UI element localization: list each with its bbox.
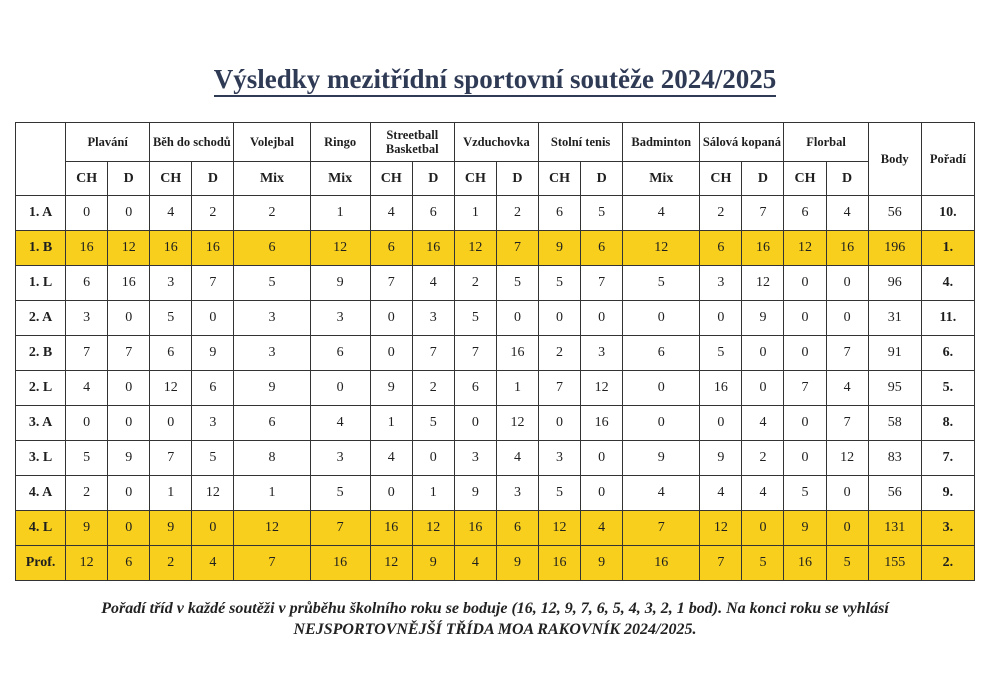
header-sport: Florbal	[784, 123, 868, 162]
score-cell: 3	[310, 441, 370, 476]
table-row	[16, 511, 975, 546]
table-row	[16, 266, 975, 301]
score-cell: 1	[370, 406, 412, 441]
header-category: D	[192, 162, 234, 196]
header-category: D	[826, 162, 868, 196]
score-cell: 2	[66, 476, 108, 511]
score-cell: 12	[412, 511, 454, 546]
score-cell: 6	[108, 546, 150, 581]
class-cell: 3. A	[16, 406, 66, 441]
score-cell: 12	[454, 231, 496, 266]
score-cell: 0	[700, 406, 742, 441]
score-cell: 9	[539, 231, 581, 266]
header-sport: Volejbal	[234, 123, 310, 162]
score-cell: 7	[192, 266, 234, 301]
score-cell: 3	[192, 406, 234, 441]
score-cell: 2	[454, 266, 496, 301]
score-cell: 0	[192, 511, 234, 546]
score-cell: 16	[192, 231, 234, 266]
score-cell: 4	[66, 371, 108, 406]
score-cell: 9	[310, 266, 370, 301]
score-cell: 7	[412, 336, 454, 371]
score-cell: 5	[784, 476, 826, 511]
score-cell: 7	[66, 336, 108, 371]
score-cell: 0	[784, 266, 826, 301]
score-cell: 5	[826, 546, 868, 581]
score-cell: 7	[826, 336, 868, 371]
score-cell: 3	[310, 301, 370, 336]
score-cell: 5	[623, 266, 700, 301]
score-cell: 16	[108, 266, 150, 301]
results-table	[15, 122, 975, 581]
table-row	[16, 231, 975, 266]
score-cell: 4	[623, 196, 700, 231]
score-cell: 0	[742, 371, 784, 406]
table-row	[16, 406, 975, 441]
score-cell: 9	[581, 546, 623, 581]
rank-cell: 9.	[921, 476, 974, 511]
score-cell: 3	[454, 441, 496, 476]
score-cell: 9	[623, 441, 700, 476]
score-cell: 0	[581, 476, 623, 511]
table-row	[16, 476, 975, 511]
score-cell: 1	[412, 476, 454, 511]
score-cell: 12	[234, 511, 310, 546]
score-cell: 7	[234, 546, 310, 581]
rank-cell: 1.	[921, 231, 974, 266]
score-cell: 3	[496, 476, 538, 511]
score-cell: 4	[370, 441, 412, 476]
score-cell: 4	[310, 406, 370, 441]
score-cell: 0	[826, 511, 868, 546]
score-cell: 0	[623, 406, 700, 441]
score-cell: 0	[784, 441, 826, 476]
score-cell: 5	[581, 196, 623, 231]
score-cell: 3	[412, 301, 454, 336]
score-cell: 12	[700, 511, 742, 546]
score-cell: 0	[742, 511, 784, 546]
score-cell: 9	[496, 546, 538, 581]
score-cell: 12	[581, 371, 623, 406]
score-cell: 3	[539, 441, 581, 476]
score-cell: 16	[454, 511, 496, 546]
points-cell: 155	[868, 546, 921, 581]
class-cell: 3. L	[16, 441, 66, 476]
class-cell: 1. B	[16, 231, 66, 266]
score-cell: 6	[234, 231, 310, 266]
header-category: CH	[370, 162, 412, 196]
header-category: CH	[150, 162, 192, 196]
score-cell: 4	[454, 546, 496, 581]
class-cell: 4. A	[16, 476, 66, 511]
header-category: CH	[539, 162, 581, 196]
score-cell: 6	[623, 336, 700, 371]
class-cell: 1. A	[16, 196, 66, 231]
score-cell: 5	[742, 546, 784, 581]
score-cell: 7	[826, 406, 868, 441]
score-cell: 2	[700, 196, 742, 231]
score-cell: 5	[539, 266, 581, 301]
table-row	[16, 441, 975, 476]
score-cell: 0	[370, 336, 412, 371]
score-cell: 6	[192, 371, 234, 406]
score-cell: 0	[108, 371, 150, 406]
points-cell: 58	[868, 406, 921, 441]
score-cell: 4	[150, 196, 192, 231]
header-category: D	[581, 162, 623, 196]
score-cell: 0	[623, 301, 700, 336]
score-cell: 4	[826, 371, 868, 406]
rank-cell: 3.	[921, 511, 974, 546]
score-cell: 16	[826, 231, 868, 266]
score-cell: 5	[700, 336, 742, 371]
score-cell: 2	[742, 441, 784, 476]
score-cell: 6	[784, 196, 826, 231]
score-cell: 16	[370, 511, 412, 546]
score-cell: 12	[539, 511, 581, 546]
class-cell: Prof.	[16, 546, 66, 581]
score-cell: 0	[784, 406, 826, 441]
score-cell: 6	[234, 406, 310, 441]
header-category: D	[412, 162, 454, 196]
score-cell: 2	[234, 196, 310, 231]
points-cell: 56	[868, 476, 921, 511]
score-cell: 7	[581, 266, 623, 301]
class-cell: 1. L	[16, 266, 66, 301]
score-cell: 7	[700, 546, 742, 581]
score-cell: 16	[496, 336, 538, 371]
header-sport: Sálová kopaná	[700, 123, 784, 162]
score-cell: 7	[150, 441, 192, 476]
score-cell: 2	[150, 546, 192, 581]
score-cell: 0	[412, 441, 454, 476]
score-cell: 1	[150, 476, 192, 511]
score-cell: 9	[108, 441, 150, 476]
header-sport: Badminton	[623, 123, 700, 162]
score-cell: 16	[581, 406, 623, 441]
header-row-sports	[16, 123, 975, 162]
score-cell: 16	[539, 546, 581, 581]
score-cell: 3	[581, 336, 623, 371]
score-cell: 9	[370, 371, 412, 406]
rank-cell: 8.	[921, 406, 974, 441]
score-cell: 16	[784, 546, 826, 581]
score-cell: 9	[742, 301, 784, 336]
score-cell: 0	[108, 301, 150, 336]
header-sport: Streetball Basketbal	[370, 123, 454, 162]
header-category: CH	[66, 162, 108, 196]
score-cell: 1	[310, 196, 370, 231]
score-cell: 0	[192, 301, 234, 336]
score-cell: 16	[66, 231, 108, 266]
score-cell: 12	[496, 406, 538, 441]
score-cell: 4	[412, 266, 454, 301]
header-category: CH	[454, 162, 496, 196]
score-cell: 3	[234, 301, 310, 336]
score-cell: 9	[700, 441, 742, 476]
header-category: D	[108, 162, 150, 196]
score-cell: 16	[742, 231, 784, 266]
score-cell: 4	[623, 476, 700, 511]
score-cell: 2	[496, 196, 538, 231]
header-category: D	[496, 162, 538, 196]
header-sport: Stolní tenis	[539, 123, 623, 162]
score-cell: 3	[66, 301, 108, 336]
score-cell: 7	[108, 336, 150, 371]
scoring-note: Pořadí tříd v každé soutěži v průběhu školního roku se boduje (16, 12, 9, 7, 6, 5, 4, 3, 2, 1 bod). Na konci roku se vyhlásí NEJSPORTOVNĚJŠÍ TŘÍDA MOA RAKOVNÍK 2024/2025.	[101, 600, 889, 638]
table-row	[16, 301, 975, 336]
score-cell: 6	[412, 196, 454, 231]
class-cell: 2. A	[16, 301, 66, 336]
score-cell: 5	[150, 301, 192, 336]
score-cell: 6	[454, 371, 496, 406]
score-cell: 0	[310, 371, 370, 406]
score-cell: 9	[784, 511, 826, 546]
score-cell: 0	[150, 406, 192, 441]
score-cell: 2	[192, 196, 234, 231]
points-cell: 31	[868, 301, 921, 336]
score-cell: 4	[742, 476, 784, 511]
table-row	[16, 371, 975, 406]
score-cell: 3	[234, 336, 310, 371]
score-cell: 0	[826, 301, 868, 336]
score-cell: 0	[370, 476, 412, 511]
header-category: CH	[700, 162, 742, 196]
score-cell: 2	[412, 371, 454, 406]
header-category: D	[742, 162, 784, 196]
header-sport: Ringo	[310, 123, 370, 162]
score-cell: 0	[784, 336, 826, 371]
score-cell: 8	[234, 441, 310, 476]
score-cell: 4	[581, 511, 623, 546]
rank-cell: 4.	[921, 266, 974, 301]
points-cell: 96	[868, 266, 921, 301]
score-cell: 0	[623, 371, 700, 406]
score-cell: 7	[742, 196, 784, 231]
score-cell: 12	[826, 441, 868, 476]
rank-cell: 11.	[921, 301, 974, 336]
score-cell: 9	[150, 511, 192, 546]
table-row	[16, 546, 975, 581]
score-cell: 0	[496, 301, 538, 336]
score-cell: 2	[539, 336, 581, 371]
score-cell: 0	[539, 406, 581, 441]
score-cell: 0	[66, 406, 108, 441]
header-rank: Pořadí	[921, 123, 974, 196]
rank-cell: 6.	[921, 336, 974, 371]
score-cell: 12	[784, 231, 826, 266]
score-cell: 12	[310, 231, 370, 266]
score-cell: 5	[192, 441, 234, 476]
header-sport: Plavání	[66, 123, 150, 162]
score-cell: 7	[370, 266, 412, 301]
score-cell: 1	[234, 476, 310, 511]
score-cell: 0	[454, 406, 496, 441]
score-cell: 0	[581, 301, 623, 336]
score-cell: 0	[826, 476, 868, 511]
header-points: Body	[868, 123, 921, 196]
points-cell: 196	[868, 231, 921, 266]
score-cell: 4	[742, 406, 784, 441]
score-cell: 12	[742, 266, 784, 301]
score-cell: 12	[108, 231, 150, 266]
score-cell: 0	[108, 511, 150, 546]
points-cell: 83	[868, 441, 921, 476]
score-cell: 12	[150, 371, 192, 406]
points-cell: 131	[868, 511, 921, 546]
score-cell: 0	[826, 266, 868, 301]
score-cell: 0	[370, 301, 412, 336]
score-cell: 5	[310, 476, 370, 511]
header-sport: Vzduchovka	[454, 123, 538, 162]
score-cell: 0	[742, 336, 784, 371]
page-title-text: Výsledky mezitřídní sportovní soutěže 2024/2025	[214, 64, 776, 97]
score-cell: 12	[623, 231, 700, 266]
score-cell: 7	[623, 511, 700, 546]
class-cell: 4. L	[16, 511, 66, 546]
score-cell: 5	[234, 266, 310, 301]
score-cell: 4	[826, 196, 868, 231]
header-sport: Běh do schodů	[150, 123, 234, 162]
score-cell: 0	[108, 476, 150, 511]
score-cell: 6	[581, 231, 623, 266]
score-cell: 7	[454, 336, 496, 371]
score-cell: 6	[700, 231, 742, 266]
score-cell: 5	[454, 301, 496, 336]
rank-cell: 7.	[921, 441, 974, 476]
score-cell: 16	[150, 231, 192, 266]
score-cell: 9	[412, 546, 454, 581]
score-cell: 6	[66, 266, 108, 301]
score-cell: 5	[412, 406, 454, 441]
header-category: CH	[784, 162, 826, 196]
points-cell: 95	[868, 371, 921, 406]
score-cell: 5	[66, 441, 108, 476]
rank-cell: 5.	[921, 371, 974, 406]
score-cell: 0	[700, 301, 742, 336]
table-row	[16, 336, 975, 371]
score-cell: 4	[496, 441, 538, 476]
score-cell: 1	[496, 371, 538, 406]
score-cell: 16	[623, 546, 700, 581]
rank-cell: 2.	[921, 546, 974, 581]
score-cell: 9	[454, 476, 496, 511]
score-cell: 4	[192, 546, 234, 581]
score-cell: 3	[150, 266, 192, 301]
score-cell: 6	[370, 231, 412, 266]
score-cell: 9	[192, 336, 234, 371]
header-category: Mix	[310, 162, 370, 196]
score-cell: 16	[700, 371, 742, 406]
score-cell: 0	[581, 441, 623, 476]
score-cell: 7	[496, 231, 538, 266]
header-row-categories	[16, 162, 975, 196]
score-cell: 5	[539, 476, 581, 511]
score-cell: 3	[700, 266, 742, 301]
score-cell: 16	[412, 231, 454, 266]
points-cell: 91	[868, 336, 921, 371]
score-cell: 4	[700, 476, 742, 511]
header-category: Mix	[234, 162, 310, 196]
score-cell: 6	[150, 336, 192, 371]
score-cell: 5	[496, 266, 538, 301]
points-cell: 56	[868, 196, 921, 231]
score-cell: 7	[539, 371, 581, 406]
header-corner	[16, 123, 66, 196]
score-cell: 12	[192, 476, 234, 511]
class-cell: 2. B	[16, 336, 66, 371]
score-cell: 6	[496, 511, 538, 546]
score-cell: 1	[454, 196, 496, 231]
score-cell: 0	[539, 301, 581, 336]
score-cell: 6	[539, 196, 581, 231]
rank-cell: 10.	[921, 196, 974, 231]
score-cell: 12	[66, 546, 108, 581]
score-cell: 12	[370, 546, 412, 581]
score-cell: 9	[234, 371, 310, 406]
table-row	[16, 196, 975, 231]
score-cell: 0	[784, 301, 826, 336]
page-title	[0, 64, 990, 95]
score-cell: 0	[66, 196, 108, 231]
score-cell: 7	[310, 511, 370, 546]
score-cell: 6	[310, 336, 370, 371]
score-cell: 0	[108, 406, 150, 441]
score-cell: 0	[108, 196, 150, 231]
class-cell: 2. L	[16, 371, 66, 406]
score-cell: 16	[310, 546, 370, 581]
score-cell: 9	[66, 511, 108, 546]
header-category: Mix	[623, 162, 700, 196]
score-cell: 7	[784, 371, 826, 406]
score-cell: 4	[370, 196, 412, 231]
